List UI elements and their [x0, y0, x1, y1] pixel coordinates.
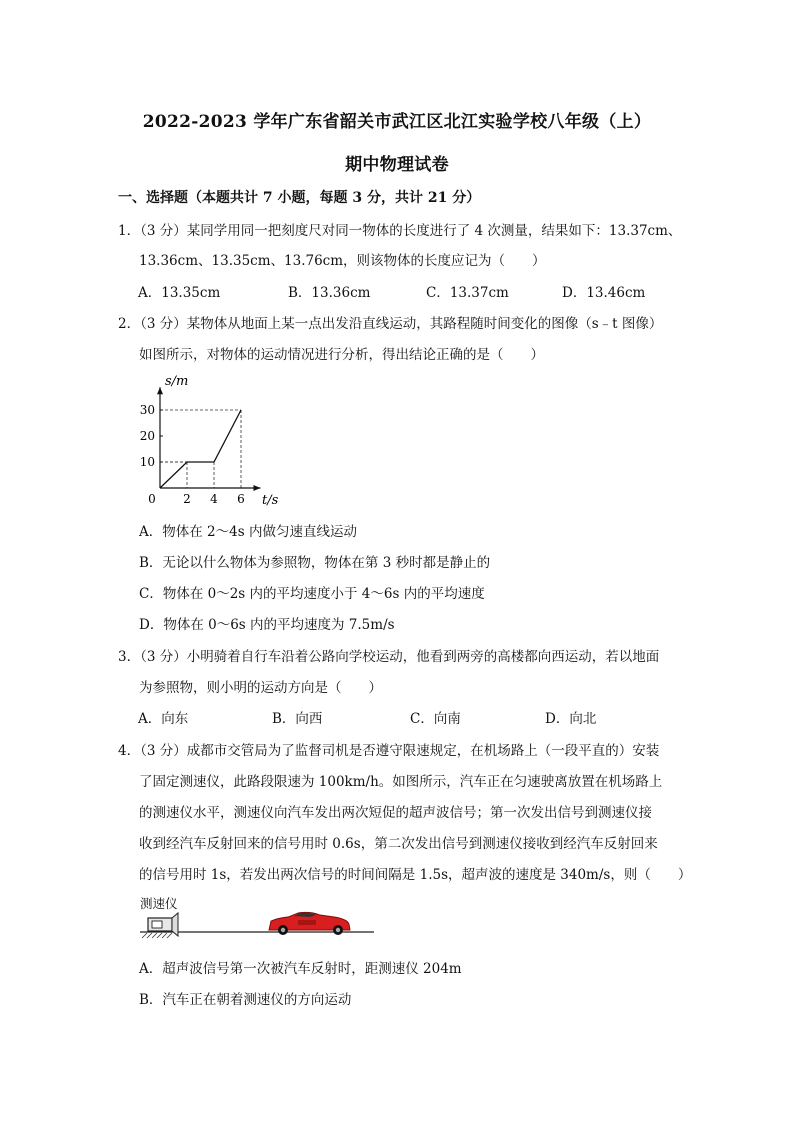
q4-option-a[interactable]: A．超声波信号第一次被汽车反射时，距测速仪 204m	[139, 961, 462, 977]
q1-option-d[interactable]: D．13.46cm	[562, 285, 646, 301]
q3-options	[138, 707, 698, 727]
y-tick-label: 20	[140, 429, 155, 443]
q2-option-c[interactable]: C．物体在 0～2s 内的平均速度小于 4～6s 内的平均速度	[139, 586, 485, 602]
y-axis-arrow	[157, 387, 163, 394]
page-title-line1: 2022-2023 学年广东省韶关市武江区北江实验学校八年级（上）	[142, 112, 652, 132]
y-tick-label: 30	[140, 403, 155, 417]
q3-option-a[interactable]: A．向东	[138, 711, 189, 727]
q1-option-a[interactable]: A．13.35cm	[138, 285, 221, 301]
q1-stem-line2: 13.36cm、13.35cm、13.76cm，则该物体的长度应记为（ ）	[139, 253, 546, 269]
q2-option-a[interactable]: A．物体在 2～4s 内做匀速直线运动	[139, 524, 357, 540]
q3-stem-line2: 为参照物，则小明的运动方向是（ ）	[139, 680, 382, 696]
road-hatching	[142, 933, 172, 938]
y-tick-label: 10	[140, 455, 155, 469]
q3-option-d[interactable]: D．向北	[545, 711, 597, 727]
q4-stem-line4: 收到经汽车反射回来的信号用时 0.6s，第二次发出信号到测速仪接收到经汽车反射回来	[139, 836, 658, 852]
x-tick-label: 0	[148, 492, 156, 506]
q1-stem-line1: 1．（3 分）某同学用同一把刻度尺对同一物体的长度进行了 4 次测量，结果如下：13.37cm、	[118, 223, 682, 239]
q2-option-b[interactable]: B．无论以什么物体为参照物，物体在第 3 秒时都是静止的	[139, 555, 491, 571]
q1-options	[138, 281, 698, 301]
st-graph	[140, 368, 300, 510]
q3-option-b[interactable]: B．向西	[272, 711, 323, 727]
q1-option-b[interactable]: B．13.36cm	[288, 285, 371, 301]
q2-stem-line1: 2．（3 分）某物体从地面上某一点出发沿直线运动，其路程随时间变化的图像（s﹣t 图像）	[118, 316, 663, 332]
series-line	[160, 410, 241, 488]
q4-stem-line1: 4．（3 分）成都市交管局为了监督司机是否遵守限速规定，在机场路上（一段平直的）安装	[118, 743, 660, 759]
section-heading: 一、选择题（本题共计 7 小题，每题 3 分，共计 21 分）	[118, 190, 481, 206]
x-tick-label: 6	[237, 492, 245, 506]
x-tick-label: 4	[210, 492, 218, 506]
x-axis-arrow	[254, 485, 261, 491]
speed-detector-figure	[138, 905, 378, 943]
q3-option-c[interactable]: C．向南	[410, 711, 461, 727]
x-tick-label: 2	[183, 492, 191, 506]
q4-stem-line3: 的测速仪水平，测速仪向汽车发出两次短促的超声波信号；第一次发出信号到测速仪接	[139, 805, 652, 821]
page-title-line2: 期中物理试卷	[345, 155, 449, 175]
q4-stem-line5: 的信号用时 1s，若发出两次信号的时间间隔是 1.5s，超声波的速度是 340m/s，则（ ）	[139, 867, 692, 883]
q2-option-d[interactable]: D．物体在 0～6s 内的平均速度为 7.5m/s	[139, 617, 395, 633]
speed-detector-label: 测速仪	[140, 896, 178, 911]
q3-stem-line1: 3．（3 分）小明骑着自行车沿着公路向学校运动，他看到两旁的高楼都向西运动，若以地面	[118, 649, 660, 665]
q1-option-c[interactable]: C．13.37cm	[426, 285, 509, 301]
y-axis-label: s/m	[165, 374, 189, 389]
x-axis-label: t/s	[262, 493, 279, 508]
q4-option-b[interactable]: B．汽车正在朝着测速仪的方向运动	[139, 992, 352, 1008]
q2-stem-line2: 如图所示，对物体的运动情况进行分析，得出结论正确的是（ ）	[139, 347, 544, 363]
q4-stem-line2: 了固定测速仪，此路段限速为 100km/h。如图所示，汽车正在匀速驶离放置在机场路上	[139, 774, 663, 790]
